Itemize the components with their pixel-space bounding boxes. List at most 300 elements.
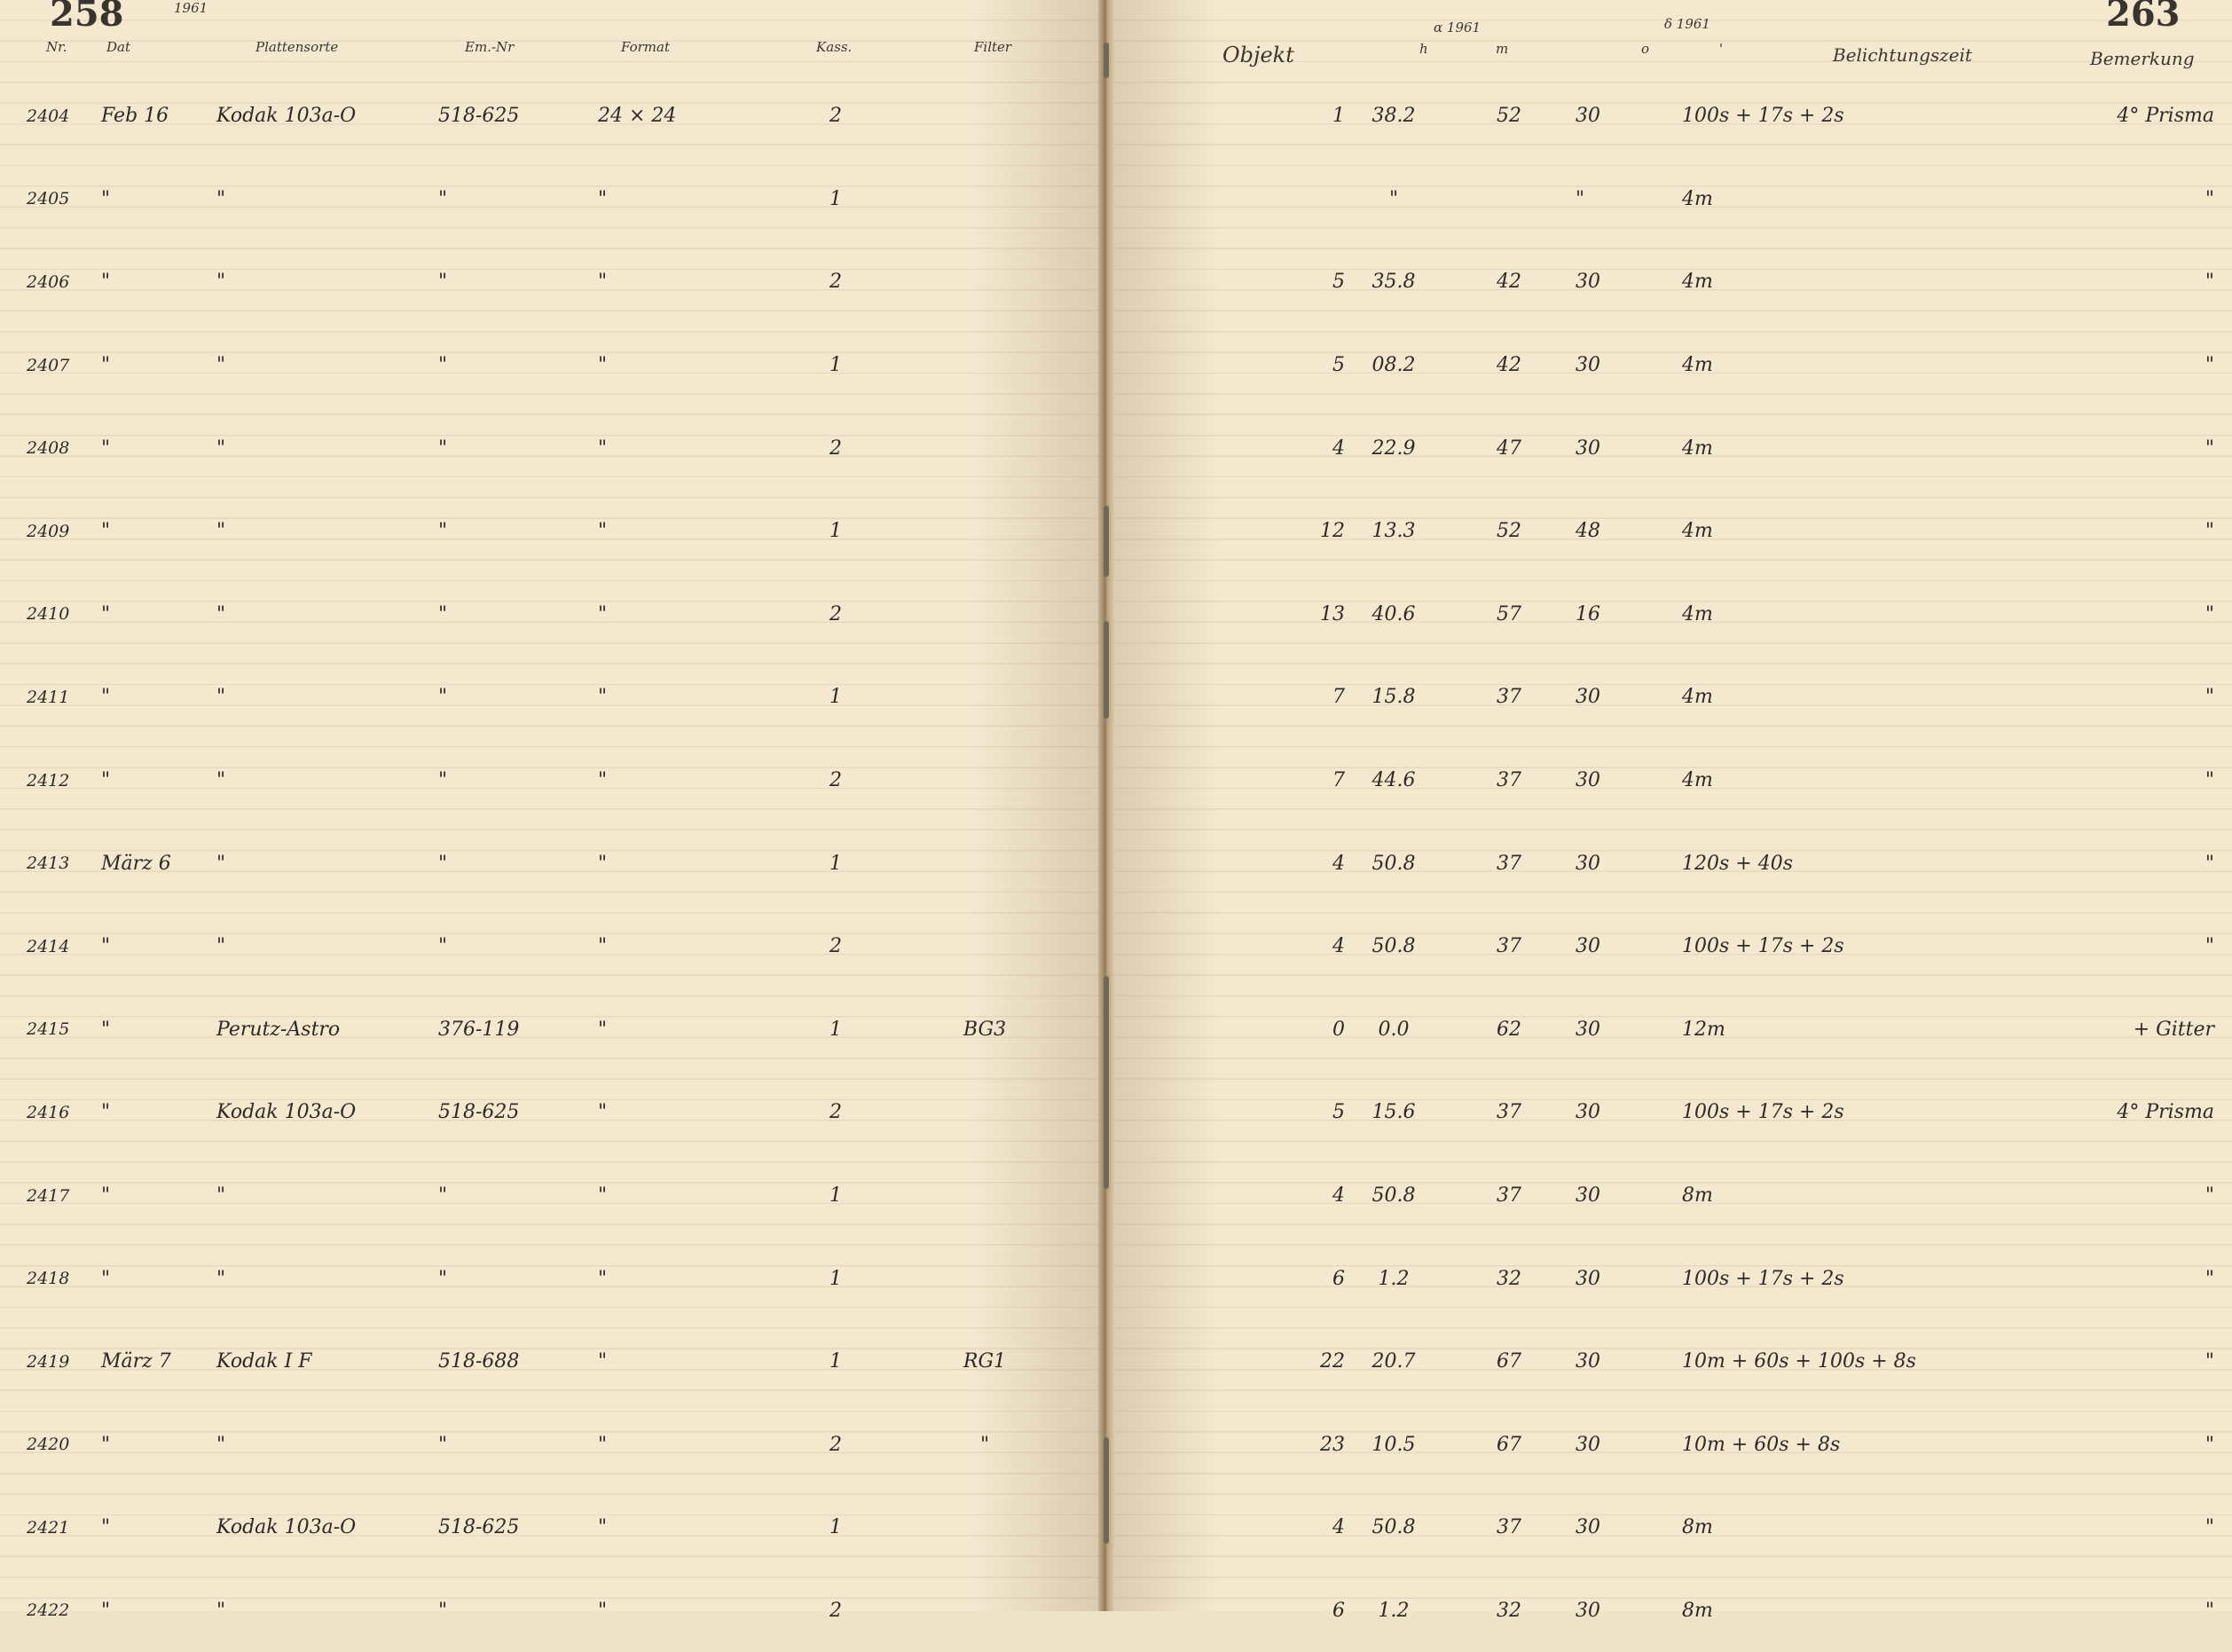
entry-format: " <box>598 852 608 875</box>
entry-filter <box>896 324 1073 407</box>
entry-dec-min: 30 <box>1576 437 1600 460</box>
header-belichtungszeit: Belichtungszeit <box>1833 44 1973 66</box>
entry-format: " <box>598 1101 608 1124</box>
table-row <box>27 1320 1073 1404</box>
entry-nr: 2414 <box>27 936 70 956</box>
entry-bemerkung: " <box>2204 1350 2214 1373</box>
entry-bemerkung: 4° Prisma <box>2117 1101 2214 1124</box>
entry-ra-m: 44.6 <box>1371 769 1416 792</box>
entry-plattensorte: Kodak 103a-O <box>216 1101 357 1124</box>
entry-ra-h: 7 <box>1332 686 1345 709</box>
entry-plattensorte: Kodak I F <box>216 1350 312 1373</box>
entry-plattensorte: " <box>216 1267 226 1290</box>
entry-ra-m: 15.6 <box>1371 1101 1416 1124</box>
table-row <box>1141 905 2232 988</box>
entry-ra-m: 15.8 <box>1371 686 1416 709</box>
entry-dec-min: " <box>1576 187 1585 210</box>
entry-date: " <box>101 1018 111 1041</box>
entry-ra-h: 5 <box>1332 271 1345 294</box>
entry-kass: 1 <box>829 1516 842 1539</box>
entry-dec-deg: 37 <box>1497 852 1521 875</box>
year-note: 1961 <box>174 0 208 16</box>
entry-plattensorte: " <box>216 852 226 875</box>
entry-format: " <box>598 1350 608 1373</box>
table-row <box>27 656 1073 739</box>
entry-ra-m: 40.6 <box>1371 602 1416 625</box>
entry-format: " <box>598 769 608 792</box>
table-row <box>27 406 1073 490</box>
entry-ra-m: 50.8 <box>1371 852 1416 875</box>
header-bemerkung: Bemerkung <box>2090 48 2195 69</box>
entry-format: " <box>598 354 608 377</box>
entry-filter <box>896 75 1073 158</box>
entry-date: " <box>101 1516 111 1539</box>
entry-filter <box>896 1154 1073 1238</box>
entry-plattensorte: Perutz-Astro <box>216 1018 341 1041</box>
entry-dec-deg: 37 <box>1497 769 1521 792</box>
entry-ra-m: " <box>1388 187 1399 210</box>
entry-belichtungszeit: 100s + 17s + 2s <box>1682 935 1844 958</box>
table-row <box>1141 1320 2232 1404</box>
binding-stitch <box>1104 506 1109 577</box>
entry-ra-h: 1 <box>1332 105 1345 128</box>
binding-stitch <box>1104 976 1109 1189</box>
entry-nr: 2422 <box>27 1601 70 1621</box>
entry-date: " <box>101 520 111 543</box>
entry-filter <box>896 573 1073 657</box>
entry-format: " <box>598 187 608 210</box>
entry-date: " <box>101 602 111 625</box>
entry-ra-h: 7 <box>1332 769 1345 792</box>
entry-filter <box>896 1569 1073 1652</box>
entry-em-nr: " <box>438 602 448 625</box>
entry-filter <box>896 240 1073 324</box>
entry-belichtungszeit: 4m <box>1682 686 1713 709</box>
entry-kass: 1 <box>829 686 842 709</box>
entry-date: " <box>101 1267 111 1290</box>
entry-ra-h: 13 <box>1320 602 1345 625</box>
table-row <box>1141 406 2232 490</box>
header-nr: Nr. <box>46 39 67 55</box>
entry-em-nr: " <box>438 852 448 875</box>
entry-format: 24 × 24 <box>598 105 677 128</box>
entry-ra-h: 4 <box>1332 935 1345 958</box>
entry-ra-m: 1.2 <box>1378 1599 1410 1622</box>
entry-belichtungszeit: 100s + 17s + 2s <box>1682 105 1844 128</box>
book-gutter <box>1098 0 1114 1611</box>
entry-plattensorte: " <box>216 187 226 210</box>
entry-kass: 1 <box>829 520 842 543</box>
table-row <box>27 1071 1073 1154</box>
entry-dec-deg: 37 <box>1497 935 1521 958</box>
entry-plattensorte: Kodak 103a-O <box>216 1516 357 1539</box>
header-plattensorte: Plattensorte <box>255 39 339 55</box>
entry-bemerkung: " <box>2204 602 2214 625</box>
entry-nr: 2412 <box>27 770 70 791</box>
table-row <box>1141 1486 2232 1569</box>
header-ra-h: h <box>1419 41 1428 57</box>
entry-dec-min: 30 <box>1576 935 1600 958</box>
entry-dec-min: 30 <box>1576 271 1600 294</box>
entry-nr: 2420 <box>27 1435 70 1455</box>
entry-ra-m: 50.8 <box>1371 1516 1416 1539</box>
entry-kass: 1 <box>829 354 842 377</box>
table-row <box>1141 1154 2232 1238</box>
entry-ra-h: 5 <box>1332 1101 1345 1124</box>
entry-belichtungszeit: 4m <box>1682 187 1713 210</box>
entry-kass: 2 <box>829 602 842 625</box>
entry-nr: 2413 <box>27 854 70 874</box>
entry-dec-min: 30 <box>1576 1599 1600 1622</box>
entry-belichtungszeit: 4m <box>1682 437 1713 460</box>
entry-dec-min: 30 <box>1576 354 1600 377</box>
entry-bemerkung: " <box>2204 1516 2214 1539</box>
entry-date: Feb 16 <box>101 105 169 128</box>
table-row <box>27 1154 1073 1238</box>
table-row <box>1141 656 2232 739</box>
entry-dec-min: 30 <box>1576 1516 1600 1539</box>
table-row <box>1141 822 2232 905</box>
entry-dec-deg: 42 <box>1497 354 1521 377</box>
entry-filter <box>896 1237 1073 1320</box>
entry-belichtungszeit: 4m <box>1682 520 1713 543</box>
entry-ra-m: 20.7 <box>1371 1350 1416 1373</box>
entry-bemerkung: " <box>2204 1433 2214 1456</box>
entry-date: " <box>101 1184 111 1208</box>
entry-kass: 2 <box>829 1433 842 1456</box>
table-row <box>27 324 1073 407</box>
entry-dec-deg: 52 <box>1497 105 1521 128</box>
entry-date: " <box>101 1599 111 1622</box>
entry-plattensorte: " <box>216 769 226 792</box>
entry-bemerkung: " <box>2204 354 2214 377</box>
binding-stitch <box>1104 1437 1109 1544</box>
entry-bemerkung: 4° Prisma <box>2117 105 2214 128</box>
entry-em-nr: 518-625 <box>438 1516 520 1539</box>
table-row <box>27 573 1073 657</box>
entry-dec-deg: 67 <box>1497 1433 1521 1456</box>
right-page-number: 263 <box>2106 0 2181 35</box>
left-page <box>0 0 1105 1622</box>
entry-format: " <box>598 1184 608 1208</box>
entry-bemerkung: " <box>2204 1184 2214 1208</box>
entry-filter <box>896 490 1073 573</box>
binding-stitch <box>1104 621 1109 719</box>
table-row <box>1141 324 2232 407</box>
entry-dec-min: 30 <box>1576 686 1600 709</box>
entry-ra-h: 6 <box>1332 1599 1345 1622</box>
entry-kass: 2 <box>829 271 842 294</box>
entry-date: " <box>101 769 111 792</box>
entry-dec-min: 30 <box>1576 852 1600 875</box>
entry-em-nr: 518-625 <box>438 1101 520 1124</box>
table-row <box>1141 1071 2232 1154</box>
entry-dec-min: 30 <box>1576 1018 1600 1041</box>
entry-bemerkung: " <box>2204 437 2214 460</box>
entry-belichtungszeit: 8m <box>1682 1516 1713 1539</box>
entry-em-nr: 376-119 <box>438 1018 520 1041</box>
entry-filter <box>896 1071 1073 1154</box>
entry-em-nr: " <box>438 354 448 377</box>
entry-belichtungszeit: 4m <box>1682 354 1713 377</box>
entry-filter <box>896 158 1073 241</box>
entry-dec-deg: 67 <box>1497 1350 1521 1373</box>
entry-belichtungszeit: 8m <box>1682 1184 1713 1208</box>
right-page <box>1105 0 2232 1622</box>
entry-nr: 2406 <box>27 271 70 292</box>
entry-date: " <box>101 935 111 958</box>
entry-date: " <box>101 1101 111 1124</box>
entry-kass: 2 <box>829 935 842 958</box>
entry-kass: 2 <box>829 437 842 460</box>
entry-dec-deg: 37 <box>1497 1516 1521 1539</box>
entry-dec-min: 30 <box>1576 105 1600 128</box>
entry-dec-deg: 32 <box>1497 1267 1521 1290</box>
entry-belichtungszeit: 120s + 40s <box>1682 852 1793 875</box>
entry-plattensorte: " <box>216 1433 226 1456</box>
binding-stitch <box>1104 43 1109 78</box>
entry-dec-min: 30 <box>1576 1184 1600 1208</box>
entry-filter <box>896 656 1073 739</box>
entry-plattensorte: Kodak 103a-O <box>216 105 357 128</box>
header-delta: δ 1961 <box>1664 16 1710 32</box>
table-row <box>1141 240 2232 324</box>
entry-plattensorte: " <box>216 935 226 958</box>
table-row <box>1141 1404 2232 1487</box>
entry-plattensorte: " <box>216 437 226 460</box>
entry-format: " <box>598 271 608 294</box>
header-format: Format <box>621 39 670 55</box>
table-row <box>27 1569 1073 1652</box>
entry-date: " <box>101 354 111 377</box>
header-kass: Kass. <box>816 39 853 55</box>
entry-filter <box>896 1486 1073 1569</box>
entry-date: " <box>101 437 111 460</box>
entry-filter <box>896 905 1073 988</box>
entry-dec-deg: 47 <box>1497 437 1521 460</box>
table-row <box>27 988 1073 1072</box>
entry-ra-h: 4 <box>1332 852 1345 875</box>
entry-date: " <box>101 686 111 709</box>
entry-nr: 2421 <box>27 1517 70 1538</box>
entry-bemerkung: + Gitter <box>2133 1018 2214 1041</box>
table-row <box>27 158 1073 241</box>
header-em-nr: Em.-Nr <box>465 39 515 55</box>
table-row <box>1141 739 2232 822</box>
entry-ra-h: 12 <box>1320 520 1345 543</box>
table-row <box>27 1237 1073 1320</box>
entry-format: " <box>598 686 608 709</box>
entry-format: " <box>598 935 608 958</box>
header-alpha: α 1961 <box>1434 20 1481 35</box>
entry-nr: 2416 <box>27 1102 70 1122</box>
entry-em-nr: " <box>438 1267 448 1290</box>
entry-kass: 1 <box>829 1018 842 1041</box>
entry-dec-min: 48 <box>1576 520 1600 543</box>
entry-em-nr: " <box>438 187 448 210</box>
entry-dec-deg: 37 <box>1497 1101 1521 1124</box>
entry-belichtungszeit: 4m <box>1682 271 1713 294</box>
entry-bemerkung: " <box>2204 187 2214 210</box>
entry-kass: 2 <box>829 1599 842 1622</box>
entry-em-nr: " <box>438 1599 448 1622</box>
entry-ra-h: 4 <box>1332 1184 1345 1208</box>
entry-belichtungszeit: 4m <box>1682 602 1713 625</box>
entry-ra-m: 1.2 <box>1378 1267 1410 1290</box>
entry-nr: 2407 <box>27 355 70 375</box>
entry-dec-deg: 32 <box>1497 1599 1521 1622</box>
entry-plattensorte: " <box>216 1599 226 1622</box>
entry-bemerkung: " <box>2204 520 2214 543</box>
entry-date: März 7 <box>101 1350 171 1373</box>
entry-ra-h: 4 <box>1332 437 1345 460</box>
entry-ra-h: 5 <box>1332 354 1345 377</box>
entry-bemerkung: " <box>2204 935 2214 958</box>
entry-dec-min: 30 <box>1576 1433 1600 1456</box>
entry-belichtungszeit: 12m <box>1682 1018 1725 1041</box>
entry-dec-deg: 37 <box>1497 686 1521 709</box>
entry-belichtungszeit: 100s + 17s + 2s <box>1682 1267 1844 1290</box>
entry-kass: 1 <box>829 1350 842 1373</box>
entry-ra-m: 38.2 <box>1371 105 1416 128</box>
entry-date: März 6 <box>101 852 171 875</box>
entry-kass: 1 <box>829 852 842 875</box>
table-row <box>27 490 1073 573</box>
entry-dec-min: 30 <box>1576 769 1600 792</box>
right-ledger-table <box>1141 75 2232 1652</box>
entry-belichtungszeit: 10m + 60s + 100s + 8s <box>1682 1350 1916 1373</box>
entry-ra-m: 50.8 <box>1371 1184 1416 1208</box>
entry-filter <box>896 406 1073 490</box>
entry-format: " <box>598 1018 608 1041</box>
entry-dec-min: 30 <box>1576 1350 1600 1373</box>
entry-plattensorte: " <box>216 271 226 294</box>
entry-kass: 2 <box>829 769 842 792</box>
entry-nr: 2410 <box>27 604 70 625</box>
entry-nr: 2408 <box>27 438 70 459</box>
entry-ra-h: 0 <box>1332 1018 1345 1041</box>
entry-belichtungszeit: 8m <box>1682 1599 1713 1622</box>
entry-nr: 2417 <box>27 1185 70 1206</box>
entry-ra-h: 6 <box>1332 1267 1345 1290</box>
entry-dec-deg: 42 <box>1497 271 1521 294</box>
entry-kass: 1 <box>829 187 842 210</box>
entry-em-nr: " <box>438 271 448 294</box>
entry-plattensorte: " <box>216 602 226 625</box>
entry-filter <box>896 822 1073 905</box>
entry-date: " <box>101 187 111 210</box>
entry-bemerkung: " <box>2204 686 2214 709</box>
entry-bemerkung: " <box>2204 852 2214 875</box>
table-row <box>27 1404 1073 1487</box>
entry-format: " <box>598 602 608 625</box>
entry-nr: 2404 <box>27 106 70 126</box>
entry-dec-deg <box>1442 158 1576 241</box>
entry-nr: 2418 <box>27 1269 70 1289</box>
table-row <box>27 822 1073 905</box>
entry-dec-deg: 57 <box>1497 602 1521 625</box>
table-row <box>1141 490 2232 573</box>
entry-dec-min: 30 <box>1576 1101 1600 1124</box>
table-row <box>1141 1569 2232 1652</box>
table-row <box>1141 573 2232 657</box>
table-row <box>1141 1237 2232 1320</box>
entry-ra-m: 0.0 <box>1378 1018 1410 1041</box>
entry-em-nr: " <box>438 1184 448 1208</box>
entry-ra-h <box>1141 158 1345 241</box>
entry-em-nr: " <box>438 520 448 543</box>
entry-ra-m: 22.9 <box>1371 437 1416 460</box>
entry-em-nr: " <box>438 935 448 958</box>
left-page-number: 258 <box>50 0 124 35</box>
entry-bemerkung: " <box>2204 769 2214 792</box>
table-row <box>27 1486 1073 1569</box>
entry-bemerkung: " <box>2204 1599 2214 1622</box>
entry-dec-deg: 62 <box>1497 1018 1521 1041</box>
entry-ra-h: 23 <box>1320 1433 1345 1456</box>
entry-belichtungszeit: 100s + 17s + 2s <box>1682 1101 1844 1124</box>
entry-em-nr: " <box>438 769 448 792</box>
entry-ra-m: 08.2 <box>1371 354 1416 377</box>
header-dat: Dat <box>106 39 130 55</box>
entry-ra-m: 50.8 <box>1371 935 1416 958</box>
table-row <box>1141 158 2232 241</box>
entry-format: " <box>598 437 608 460</box>
entry-belichtungszeit: 10m + 60s + 8s <box>1682 1433 1841 1456</box>
entry-ra-m: 13.3 <box>1371 520 1416 543</box>
entry-nr: 2405 <box>27 189 70 209</box>
entry-filter: BG3 <box>963 1018 1007 1041</box>
header-dec-min: ' <box>1719 41 1724 57</box>
entry-format: " <box>598 1267 608 1290</box>
table-row <box>1141 988 2232 1072</box>
table-row <box>27 75 1073 158</box>
entry-plattensorte: " <box>216 520 226 543</box>
entry-em-nr: " <box>438 437 448 460</box>
entry-format: " <box>598 1433 608 1456</box>
entry-kass: 2 <box>829 1101 842 1124</box>
entry-plattensorte: " <box>216 1184 226 1208</box>
entry-em-nr: " <box>438 686 448 709</box>
entry-nr: 2419 <box>27 1351 70 1372</box>
entry-plattensorte: " <box>216 354 226 377</box>
entry-em-nr: 518-625 <box>438 105 520 128</box>
entry-format: " <box>598 1599 608 1622</box>
entry-dec-deg: 52 <box>1497 520 1521 543</box>
entry-format: " <box>598 1516 608 1539</box>
entry-bemerkung: " <box>2204 271 2214 294</box>
table-row <box>27 240 1073 324</box>
entry-plattensorte: " <box>216 686 226 709</box>
entry-dec-min: 16 <box>1576 602 1600 625</box>
entry-dec-deg: 37 <box>1497 1184 1521 1208</box>
entry-filter <box>896 739 1073 822</box>
entry-filter: RG1 <box>963 1350 1007 1373</box>
entry-nr: 2409 <box>27 521 70 541</box>
left-ledger-table <box>27 75 1073 1652</box>
entry-ra-h: 22 <box>1320 1350 1345 1373</box>
table-row <box>1141 75 2232 158</box>
entry-bemerkung: " <box>2204 1267 2214 1290</box>
header-dec-deg: o <box>1641 41 1650 57</box>
entry-ra-h: 4 <box>1332 1516 1345 1539</box>
entry-kass: 2 <box>829 105 842 128</box>
entry-em-nr: " <box>438 1433 448 1456</box>
header-filter: Filter <box>974 39 1012 55</box>
entry-kass: 1 <box>829 1184 842 1208</box>
entry-ra-m: 35.8 <box>1371 271 1416 294</box>
entry-belichtungszeit: 4m <box>1682 769 1713 792</box>
